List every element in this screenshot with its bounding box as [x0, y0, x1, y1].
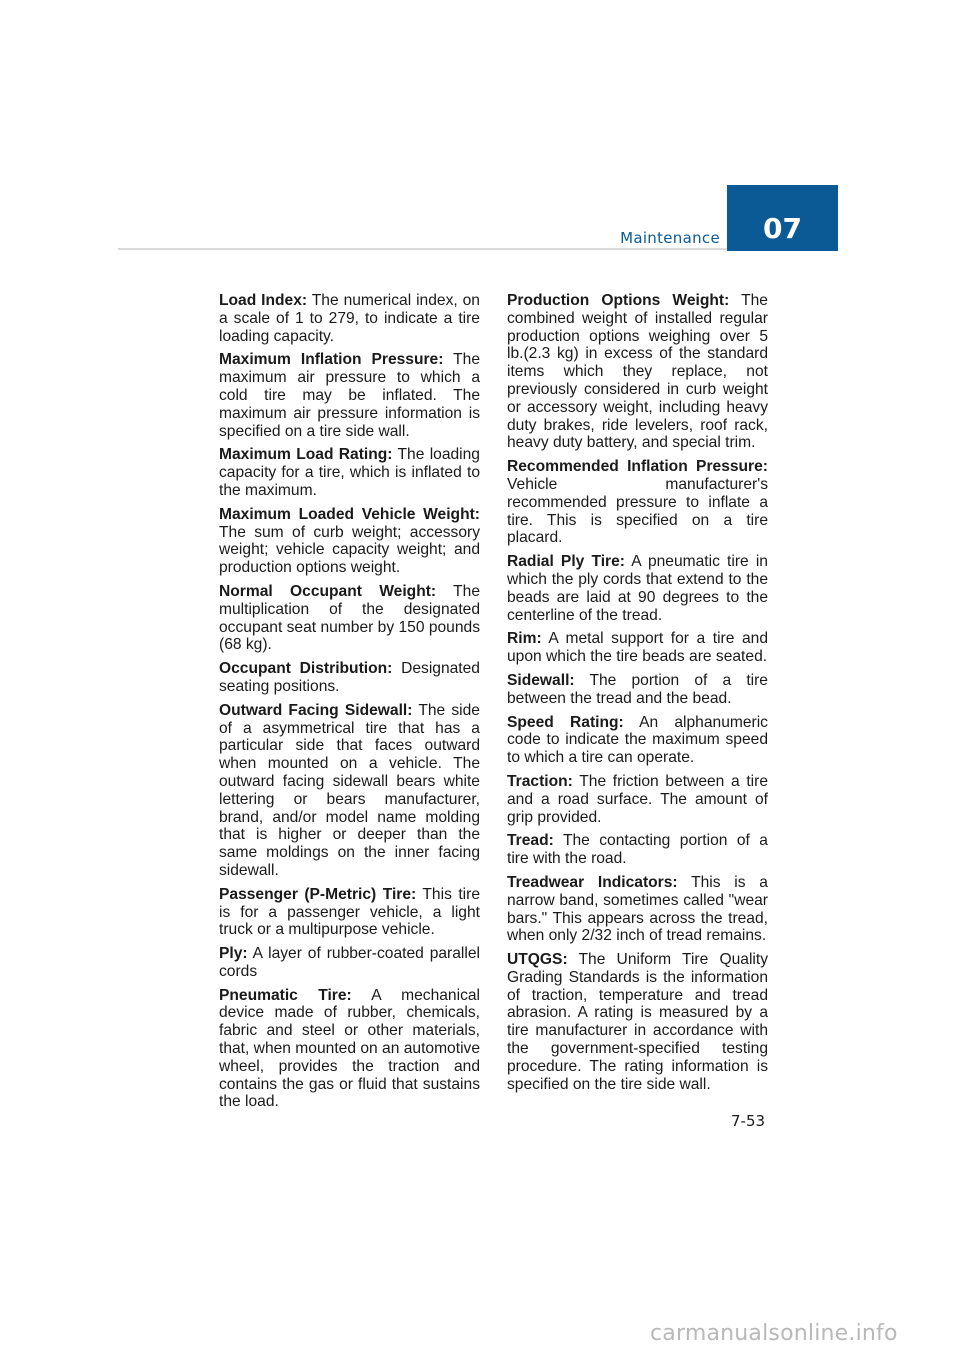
glossary-definition: Designated seating positions.	[219, 660, 480, 695]
glossary-entry	[219, 886, 480, 939]
glossary-definition: The combined weight of installed regular production options weighing over 5 lb.(2.3 kg) in excess of the standard items which they replace, not previously considered in curb weight or accessory weight, including heavy duty brakes, ride levelers, roof rack, heavy duty battery, and special trim.	[507, 292, 768, 452]
glossary-definition: A pneumatic tire in which the ply cords that extend to the beads are laid at 90 degrees to the centerline of the tread.	[507, 553, 768, 624]
glossary-term: Recommended Inflation Pressure:	[507, 458, 768, 476]
glossary-definition: The sum of curb weight; accessory weight; vehicle capacity weight; and production options weight.	[219, 523, 480, 577]
glossary-term: Pneumatic Tire:	[219, 986, 352, 1004]
glossary-term: Maximum Loaded Vehicle Weight:	[219, 505, 480, 523]
glossary-term: Radial Ply Tire:	[507, 553, 625, 571]
section-title: Maintenance	[620, 229, 720, 247]
glossary-term: Occupant Distribution:	[219, 660, 393, 678]
glossary-term: Sidewall:	[507, 671, 575, 689]
glossary-term: Production Options Weight:	[507, 292, 730, 309]
glossary-term: Normal Occupant Weight:	[219, 582, 437, 600]
glossary-term: Load Index:	[219, 292, 308, 309]
glossary-term: Traction:	[507, 772, 573, 790]
glossary-term: Maximum Inflation Pressure:	[219, 351, 444, 369]
glossary-entry	[507, 773, 768, 826]
glossary-term: Ply:	[219, 945, 248, 963]
glossary-term: Speed Rating:	[507, 713, 624, 731]
glossary-definition: An alphanumeric code to indicate the maximum speed to which a tire can operate.	[507, 713, 768, 767]
glossary-entry	[507, 458, 768, 547]
right-column	[507, 292, 768, 1099]
glossary-definition: The friction between a tire and a road surface. The amount of grip provided.	[507, 772, 768, 826]
glossary-entry	[219, 945, 480, 981]
glossary-entry	[507, 553, 768, 624]
glossary-definition: A mechanical device made of rubber, chemicals, fabric and steel or other materials, that, when mounted on an automotive wheel, provides the traction and contains the gas or fluid that sustains the load.	[219, 986, 481, 1111]
glossary-entry	[219, 987, 480, 1112]
glossary-definition: The numerical index, on a scale of 1 to 279, to indicate a tire loading capacity.	[219, 292, 480, 345]
glossary-definition: The contacting portion of a tire with the road.	[507, 832, 768, 868]
glossary-entry	[507, 832, 768, 868]
glossary-term: Treadwear Indicators:	[507, 873, 678, 891]
glossary-term: Tread:	[507, 832, 554, 850]
glossary-definition: The portion of a tire between the tread and the bead.	[507, 671, 768, 707]
glossary-entry	[219, 660, 480, 696]
glossary-definition: This tire is for a passenger vehicle, a light truck or a multipurpose vehicle.	[219, 885, 480, 939]
glossary-entry	[219, 583, 480, 654]
glossary-term: Passenger (P-Metric) Tire:	[219, 885, 417, 903]
glossary-entry	[219, 702, 480, 880]
glossary-definition: The side of a asymmetrical tire that has a particular side that faces outward when mounted on a vehicle. The outward facing sidewall bears white lettering or bears manufacturer, brand, and/or model name molding that is higher or deeper than the same moldings on the inner facing sidewall.	[219, 701, 480, 879]
glossary-term: Maximum Load Rating:	[219, 446, 393, 464]
glossary-entry	[219, 351, 480, 440]
left-column	[219, 292, 480, 1117]
glossary-definition: A metal support for a tire and upon which the tire beads are seated.	[507, 630, 768, 666]
glossary-entry	[507, 292, 768, 452]
glossary-definition: The loading capacity for a tire, which is inflated to the maximum.	[219, 446, 480, 499]
glossary-entry	[507, 672, 768, 708]
glossary-definition: The maximum air pressure to which a cold tire may be inflated. The maximum air pressure information is specified on a tire side wall.	[219, 351, 480, 440]
glossary-entry	[219, 292, 480, 345]
glossary-entry	[219, 506, 480, 577]
glossary-term: Rim:	[507, 630, 542, 648]
glossary-entry	[507, 874, 768, 945]
chapter-tab: 07	[727, 185, 838, 251]
glossary-definition: A layer of rubber-coated parallel cords	[219, 945, 480, 980]
glossary-entry	[507, 630, 768, 666]
watermark: carmanualsonline.info	[650, 1321, 898, 1346]
glossary-entry	[507, 951, 768, 1093]
glossary-definition: The multiplication of the designated occupant seat number by 150 pounds (68 kg).	[219, 582, 480, 654]
glossary-term: UTQGS:	[507, 951, 568, 969]
glossary-definition: The Uniform Tire Quality Grading Standards is the information of traction, temperature and tread abrasion. A rating is measured by a tire manufacturer in accordance with the government-specified testing procedure. The rating information is specified on the tire side wall.	[507, 951, 768, 1093]
glossary-definition: Vehicle manufacturer's recommended pressure to inflate a tire. This is specified on a tire placard.	[507, 475, 768, 547]
glossary-term: Outward Facing Sidewall:	[219, 701, 413, 719]
glossary-definition: This is a narrow band, sometimes called "wear bars." This appears across the tread, when only 2/32 inch of tread remains.	[507, 873, 768, 945]
glossary-entry	[219, 446, 480, 499]
glossary-entry	[507, 714, 768, 767]
page-number: 7-53	[731, 1112, 766, 1130]
